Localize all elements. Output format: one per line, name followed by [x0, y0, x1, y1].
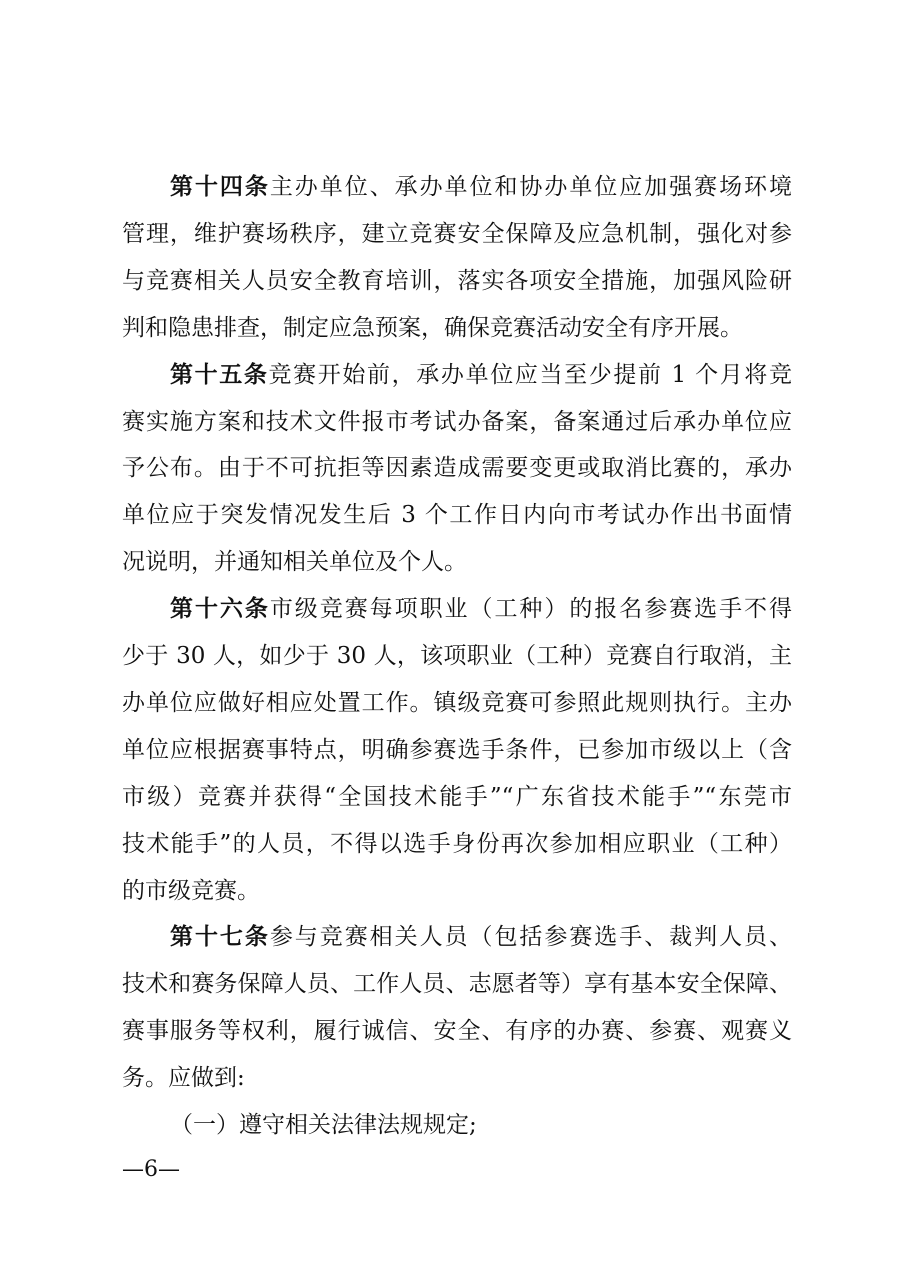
article-15-line-5: 况说明，并通知相关单位及个人。 — [122, 549, 467, 575]
article-17-line-4: 务。应做到: — [122, 1065, 245, 1091]
article-14-line-3: 与竞赛相关人员安全教育培训，落实各项安全措施，加强风险研 — [122, 268, 792, 294]
article-17-line-3: 赛事服务等权利，履行诚信、安全、有序的办赛、参赛、观赛义 — [122, 1018, 792, 1044]
article-15-line-2: 赛实施方案和技术文件报市考试办备案，备案通过后承办单位应 — [122, 409, 792, 435]
article-16-first-line — [170, 589, 792, 629]
article-16-line-5: 市级）竞赛并获得“全国技术能手”“广东省技术能手”“东莞市 — [122, 784, 792, 810]
article-16-line-6: 技术能手”的人员，不得以选手身份再次参加相应职业（工种） — [122, 831, 792, 857]
article-16-line-4: 单位应根据赛事特点，明确参赛选手条件，已参加市级以上（含 — [122, 737, 792, 763]
article-16-text-1: 市级竞赛每项职业（工种）的报名参赛选手不得 — [269, 596, 793, 622]
article-14-line-2: 管理，维护赛场秩序，建立竞赛安全保障及应急机制，强化对参 — [122, 221, 792, 247]
article-16-label: 第十六条 — [170, 595, 270, 622]
article-17-line-2: 技术和赛务保障人员、工作人员、志愿者等）享有基本安全保障、 — [122, 971, 792, 997]
page-number: —6— — [122, 1157, 180, 1182]
article-17-label: 第十七条 — [170, 923, 270, 950]
article-16-line-3: 办单位应做好相应处置工作。镇级竞赛可参照此规则执行。主办 — [122, 690, 792, 716]
article-15-first-line — [170, 355, 792, 395]
article-15-line-3: 予公布。由于不可抗拒等因素造成需要变更或取消比赛的，承办 — [122, 455, 792, 481]
article-15-line-4: 单位应于突发情况发生后 3 个工作日内向市考试办作出书面情 — [122, 502, 792, 528]
article-14-text-1: 主办单位、承办单位和协办单位应加强赛场环境 — [269, 174, 793, 200]
article-16-line-2: 少于 30 人，如少于 30 人，该项职业（工种）竞赛自行取消，主 — [122, 643, 792, 669]
article-16-line-7: 的市级竞赛。 — [122, 878, 260, 904]
article-15-text-1: 竞赛开始前，承办单位应当至少提前 1 个月将竞 — [268, 362, 793, 388]
article-15-label: 第十五条 — [170, 361, 269, 388]
article-14-first-line — [170, 167, 792, 207]
article-17-text-1: 参与竞赛相关人员（包括参赛选手、裁判人员、 — [269, 924, 793, 950]
article-14-line-4: 判和隐患排查，制定应急预案，确保竞赛活动安全有序开展。 — [122, 315, 743, 341]
article-17-first-line — [170, 917, 792, 957]
list-item-1: （一）遵守相关法律法规规定; — [170, 1112, 477, 1138]
article-14-label: 第十四条 — [170, 173, 270, 200]
